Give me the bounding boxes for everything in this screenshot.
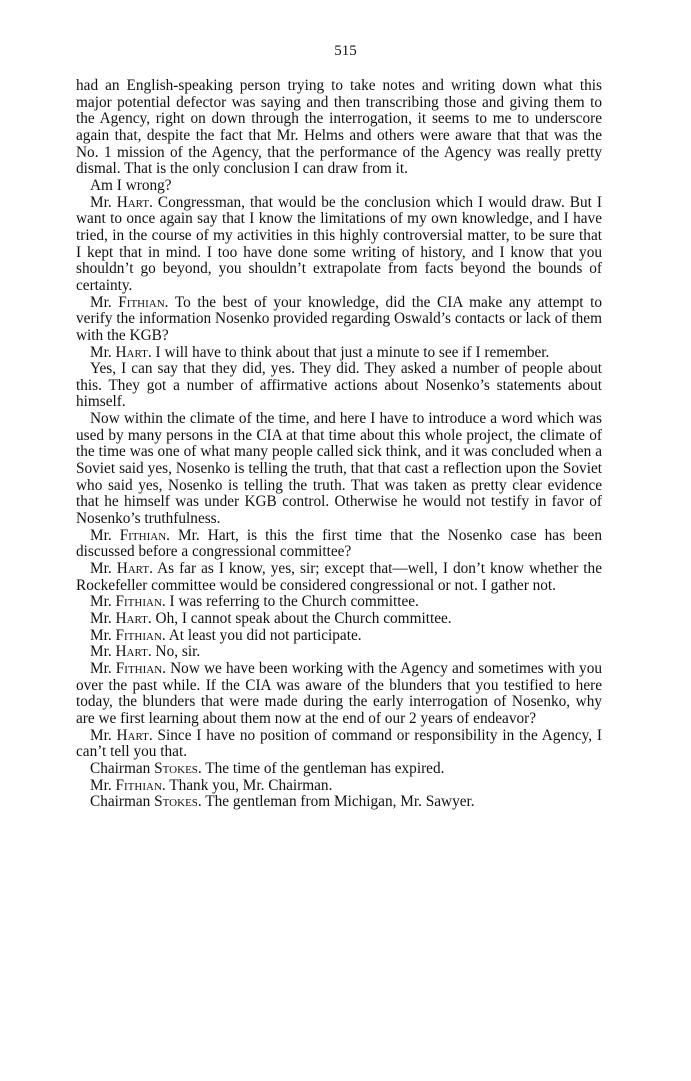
transcript-paragraph [76,178,602,195]
speaker-label: Chairman [90,759,155,777]
speaker-label: Mr. Fithian. [90,659,167,677]
transcript-paragraph [76,195,602,295]
paragraph-text: At least you did not participate. [165,626,362,644]
paragraph-text: As far as I know, yes, sir; except that—well, I don’t know whether the Rockefeller committee would be considered congressional or not. I gather not. [76,560,602,594]
paragraph-text: Am I wrong? [90,176,172,194]
transcript-paragraph [76,361,602,411]
transcript-body [76,78,602,811]
speaker-label: Mr. Hart. [90,643,152,661]
speaker-label: Mr. Hart. [90,726,153,744]
transcript-paragraph [76,594,602,611]
transcript-paragraph [76,728,602,761]
paragraph-text: had an English-speaking person trying to take notes and writing down what this major potential defector was saying and then transcribing those and giving them to the Agency, right on down through the interrogation, it seems to me to underscore again that, despite the fact that Mr. Helms and others were aware that that was the No. 1 mission of the Agency, that the performance of the Agency was really pretty dismal. That is the only conclusion I can draw from it. [76,77,602,178]
speaker-label: Mr. Fithian. [90,593,166,611]
speaker-name: Stokes. [154,793,202,811]
paragraph-text: Oh, I cannot speak about the Church committee. [151,610,452,627]
speaker-label: Chairman [90,793,155,811]
paragraph-text: Yes, I can say that they did, yes. They did. They asked a number of people about this. They got a number of affirmative actions about Nosenko’s statements about himself. [76,360,602,411]
transcript-paragraph [76,661,602,728]
paragraph-text: The time of the gentleman has expired. [201,759,445,777]
speaker-label: Mr. Fithian. [90,526,170,544]
transcript-paragraph [76,628,602,645]
paragraph-text: I will have to think about that just a minute to see if I remember. [151,343,550,361]
paragraph-text: Thank you, Mr. Chairman. [165,776,333,794]
paragraph-text: To the best of your knowledge, did the CIA make any attempt to verify the information Nosenko provided regarding Oswald’s contacts or lack of them with the KGB? [76,293,602,344]
paragraph-text: The gentleman from Michigan, Mr. Sawyer. [201,793,475,811]
speaker-label: Mr. Hart. [90,560,153,578]
paragraph-text: No, sir. [151,643,201,661]
speaker-label: Mr. Hart. [90,343,152,361]
transcript-paragraph [76,411,602,528]
paragraph-text: Since I have no position of command or responsibility in the Agency, I can’t tell you that. [76,726,603,761]
transcript-paragraph [76,561,602,594]
speaker-name: Stokes. [154,759,202,777]
speaker-label: Mr. Hart. [90,610,152,627]
speaker-label: Mr. Fithian. [90,776,166,794]
transcript-paragraph [76,295,602,345]
page-number: 515 [334,43,357,59]
paragraph-text: Now we have been working with the Agency and sometimes with you over the past while. If the CIA was aware of the blunders that you testified to here today, the blunders that were made during the early interrogation of Nosenko, why are we first learning about them now at the end of our 2 years of endeavor? [76,659,602,727]
transcript-paragraph [76,778,602,795]
speaker-label: Mr. Fithian. [90,626,166,644]
paragraph-text: Mr. Hart, is this the first time that the Nosenko case has been discussed before a congressional committee? [76,526,602,561]
transcript-paragraph [76,611,602,628]
transcript-paragraph [76,528,602,561]
transcript-paragraph [76,345,602,362]
paragraph-text: Congressman, that would be the conclusion which I would draw. But I want to once again say that I know the limitations of my own knowledge, and I have tried, in the course of my activities in this highly controversial matter, to be sure that I kept that in mind. I too have done some writing of history, and I know that you shouldn’t go beyond, you shouldn’t extrapolate from facts beyond the bounds of certainty. [76,193,602,294]
transcript-paragraph [76,78,602,178]
transcript-paragraph [76,794,602,811]
speaker-label: Mr. Hart. [90,193,153,211]
speaker-label: Mr. Fithian. [90,293,169,311]
transcript-paragraph [76,761,602,778]
paragraph-text: I was referring to the Church committee. [165,593,419,611]
paragraph-text: Now within the climate of the time, and here I have to introduce a word which was used by many persons in the CIA at that time about this whole project, the climate of the time was one of what many people called sick think, and it was concluded when a Soviet said yes, Nosenko is telling the truth, that that cast a reflection upon the Soviet who said yes, Nosenko is telling the truth. That was taken as pretty clear evidence that he himself was under KGB control. Otherwise he would not testify in favor of Nosenko’s truthfulness. [76,410,602,528]
transcript-paragraph [76,644,602,661]
